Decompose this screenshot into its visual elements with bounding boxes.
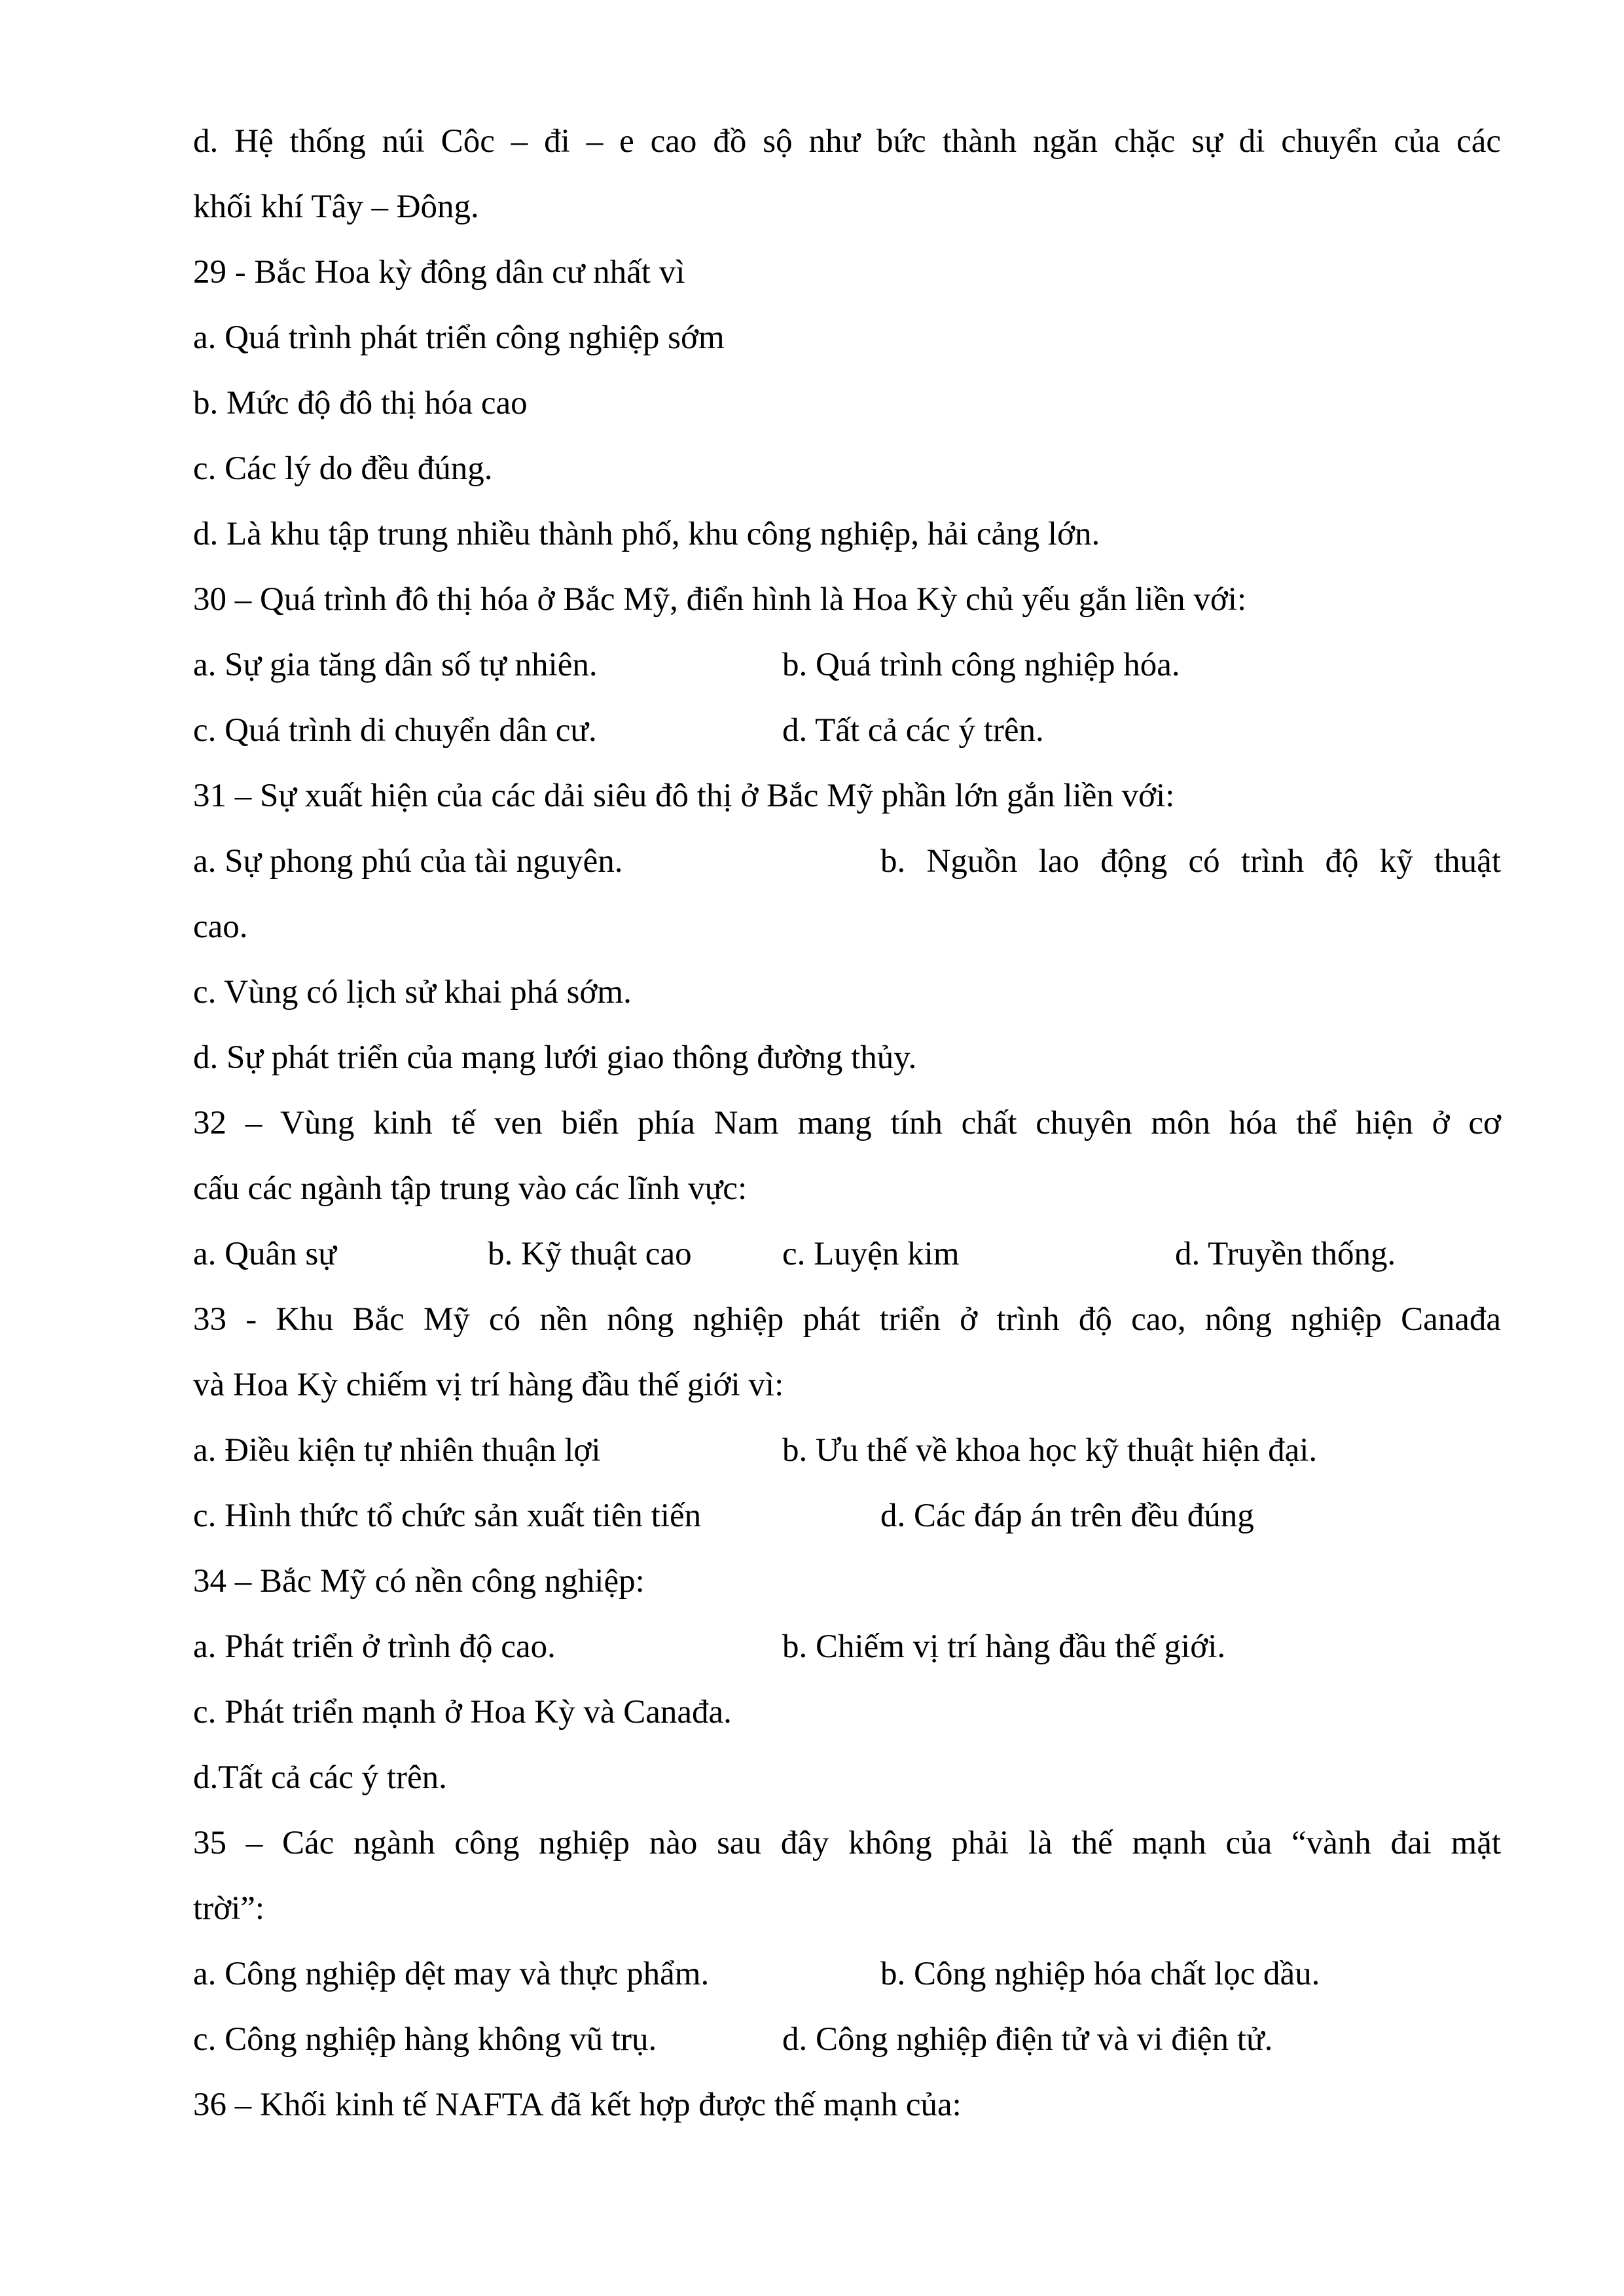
option-31a: a. Sự phong phú của tài nguyên. xyxy=(193,843,623,880)
option-30d: d. Tất cả các ý trên. xyxy=(782,712,1044,749)
option-32c: c. Luyện kim xyxy=(782,1236,960,1272)
question-31: 31 – Sự xuất hiện của các dải siêu đô thị ở Bắc Mỹ phần lớn gắn liền với: xyxy=(193,778,1175,814)
option-31b-cont: cao. xyxy=(193,908,248,945)
option-31c: c. Vùng có lịch sử khai phá sớm. xyxy=(193,974,632,1011)
question-35-line1: 35 – Các ngành công nghiệp nào sau đây không phải là thế mạnh của “vành đai mặt xyxy=(193,1825,1501,1861)
option-31b: b. Nguồn lao động có trình độ kỹ thuật xyxy=(880,843,1501,880)
option-32d: d. Truyền thống. xyxy=(1175,1236,1396,1272)
question-35-line2: trời”: xyxy=(193,1890,265,1927)
option-32a: a. Quân sự xyxy=(193,1236,336,1272)
option-30b: b. Quá trình công nghiệp hóa. xyxy=(782,647,1180,683)
option-33d: d. Các đáp án trên đều đúng xyxy=(880,1498,1254,1534)
option-35b: b. Công nghiệp hóa chất lọc dầu. xyxy=(880,1956,1320,1992)
option-33b: b. Ưu thế về khoa học kỹ thuật hiện đại. xyxy=(782,1432,1318,1469)
option-35d: d. Công nghiệp điện tử và vi điện tử. xyxy=(782,2021,1273,2058)
option-28d-line2: khối khí Tây – Đông. xyxy=(193,188,479,225)
option-30a: a. Sự gia tăng dân số tự nhiên. xyxy=(193,647,598,683)
option-34c: c. Phát triển mạnh ở Hoa Kỳ và Canađa. xyxy=(193,1694,732,1731)
option-34b: b. Chiếm vị trí hàng đầu thế giới. xyxy=(782,1628,1226,1665)
question-36: 36 – Khối kinh tế NAFTA đã kết hợp được thế mạnh của: xyxy=(193,2087,962,2123)
option-32b: b. Kỹ thuật cao xyxy=(488,1236,692,1272)
question-29: 29 - Bắc Hoa kỳ đông dân cư nhất vì xyxy=(193,254,685,291)
option-30c: c. Quá trình di chuyển dân cư. xyxy=(193,712,597,749)
option-33c: c. Hình thức tổ chức sản xuất tiên tiến xyxy=(193,1498,702,1534)
question-32-line2: cấu các ngành tập trung vào các lĩnh vực: xyxy=(193,1170,748,1207)
option-34d: d.Tất cả các ý trên. xyxy=(193,1759,447,1796)
option-29c: c. Các lý do đều đúng. xyxy=(193,450,493,487)
question-33-line1: 33 - Khu Bắc Mỹ có nền nông nghiệp phát triển ở trình độ cao, nông nghiệp Canađa xyxy=(193,1301,1501,1338)
option-34a: a. Phát triển ở trình độ cao. xyxy=(193,1628,556,1665)
option-31d: d. Sự phát triển của mạng lưới giao thông đường thủy. xyxy=(193,1039,917,1076)
question-32-line1: 32 – Vùng kinh tế ven biển phía Nam mang tính chất chuyên môn hóa thể hiện ở cơ xyxy=(193,1105,1501,1141)
option-29b: b. Mức độ đô thị hóa cao xyxy=(193,385,528,422)
option-35c: c. Công nghiệp hàng không vũ trụ. xyxy=(193,2021,657,2058)
question-34: 34 – Bắc Mỹ có nền công nghiệp: xyxy=(193,1563,645,1600)
question-33-line2: và Hoa Kỳ chiếm vị trí hàng đầu thế giới vì: xyxy=(193,1367,784,1403)
option-29a: a. Quá trình phát triển công nghiệp sớm xyxy=(193,319,725,356)
option-33a: a. Điều kiện tự nhiên thuận lợi xyxy=(193,1432,601,1469)
option-29d: d. Là khu tập trung nhiều thành phố, khu công nghiệp, hải cảng lớn. xyxy=(193,516,1100,552)
question-30: 30 – Quá trình đô thị hóa ở Bắc Mỹ, điển hình là Hoa Kỳ chủ yếu gắn liền với: xyxy=(193,581,1247,618)
option-35a: a. Công nghiệp dệt may và thực phẩm. xyxy=(193,1956,710,1992)
option-28d-line1: d. Hệ thống núi Côc – đi – e cao đồ sộ như bức thành ngăn chặc sự di chuyển của các xyxy=(193,123,1501,160)
